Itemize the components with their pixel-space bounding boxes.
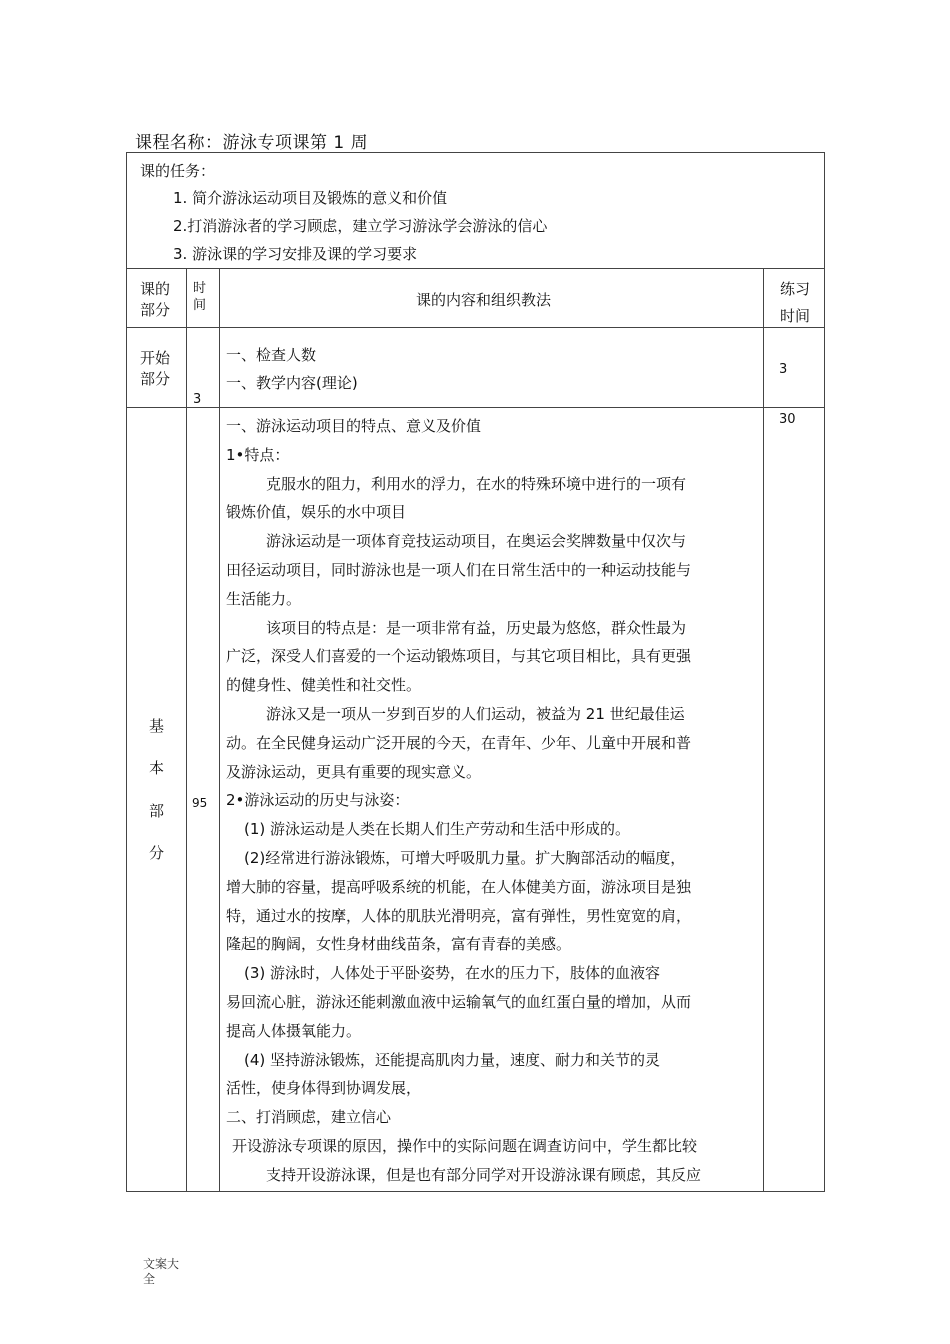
main-content-line: (3) 游泳时，人体处于平卧姿势，在水的压力下，肢体的血液容 — [244, 964, 661, 983]
main-content-line: 支持开设游泳课，但是也有部分同学对开设游泳课有顾虑，其反应 — [266, 1165, 702, 1184]
main-practice-time: 30 — [779, 412, 796, 427]
main-content-line: 游泳又是一项从一岁到百岁的人们运动，被益为 21 世纪最佳运 — [266, 704, 685, 723]
main-content-line: 锻炼价值，娱乐的水中项目 — [226, 503, 407, 522]
start-label-line2: 部分 — [140, 370, 171, 388]
main-content-line: (1) 游泳运动是人类在长期人们生产劳动和生活中形成的。 — [244, 820, 631, 839]
start-time: 3 — [193, 392, 202, 407]
main-content-line: 1•特点： — [226, 445, 290, 464]
main-content-line: 活性，使身体得到协调发展， — [226, 1079, 422, 1098]
main-content-line: 隆起的胸阔，女性身材曲线苗条，富有青春的美感。 — [226, 935, 572, 954]
col-divider-time — [219, 268, 220, 1192]
task-item: 2.打消游泳者的学习顾虑，建立学习游泳学会游泳的信心 — [173, 217, 548, 235]
header-content: 课的内容和组织教法 — [416, 291, 552, 309]
main-content-line: 游泳运动是一项体育竞技运动项目，在奥运会奖牌数量中仅次与 — [266, 532, 687, 551]
header-part-line2: 部分 — [140, 301, 171, 319]
start-practice-time: 3 — [779, 362, 788, 377]
main-content-line: 特，通过水的按摩，人体的肌肤光滑明亮，富有弹性，男性宽宽的肩， — [226, 906, 692, 925]
main-content-line: 广泛，深受人们喜爱的一个运动锻炼项目，与其它项目相比，具有更强 — [226, 647, 692, 666]
task-item: 3. 游泳课的学习安排及课的学习要求 — [173, 245, 418, 263]
main-content-line: 提高人体摄氧能力。 — [226, 1021, 362, 1040]
main-content-line: 克服水的阻力，利用水的浮力，在水的特殊环境中进行的一项有 — [266, 474, 687, 493]
main-content-line: 易回流心脏，游泳还能刺激血液中运输氧气的血红蛋白量的增加，从而 — [226, 992, 692, 1011]
main-content-line: 增大肺的容量，提高呼吸系统的机能，在人体健美方面，游泳项目是独 — [226, 877, 692, 896]
start-label-line1: 开始 — [140, 349, 171, 367]
row-divider-header — [126, 268, 825, 269]
task-item: 1. 简介游泳运动项目及锻炼的意义和价值 — [173, 189, 448, 207]
main-content-line: 该项目的特点是：是一项非常有益，历史最为悠悠，群众性最为 — [266, 618, 687, 637]
start-item: 一、检查人数 — [226, 346, 317, 364]
header-time-line1: 时 — [193, 281, 207, 296]
col-divider-content — [763, 268, 764, 1192]
main-label-char: 分 — [149, 844, 165, 862]
main-content-body — [226, 412, 760, 1190]
main-label-char: 基 — [149, 717, 165, 735]
main-label-char: 部 — [149, 802, 165, 820]
main-content-line: 开设游泳专项课的原因，操作中的实际问题在调查访问中，学生都比较 — [232, 1136, 698, 1155]
col-divider-part — [186, 268, 187, 1192]
main-content-line: 一、游泳运动项目的特点、意义及价值 — [226, 417, 482, 435]
footer-line: 全 — [143, 1272, 156, 1286]
main-content-line: 二、打消顾虑，建立信心 — [226, 1108, 392, 1127]
row-divider-main — [126, 407, 825, 408]
main-label-char: 本 — [149, 759, 165, 777]
footer-line: 文案大 — [143, 1257, 180, 1271]
header-part-line1: 课的 — [140, 280, 171, 298]
main-content-line: 生活能力。 — [226, 589, 302, 608]
header-practice-line2: 时间 — [780, 307, 811, 325]
main-content-line: 的健身性、健美性和社交性。 — [226, 676, 422, 695]
header-time-line2: 间 — [193, 298, 207, 313]
main-content-line: (4) 坚持游泳锻炼，还能提高肌肉力量，速度、耐力和关节的灵 — [244, 1050, 661, 1069]
main-content-line: 动。在全民健身运动广泛开展的今天，在青年、少年、儿童中开展和普 — [226, 733, 692, 752]
main-content-line: 田径运动项目，同时游泳也是一项人们在日常生活中的一种运动技能与 — [226, 560, 692, 579]
course-title: 课程名称：游泳专项课第 1 周 — [135, 133, 369, 153]
main-content-line: 及游泳运动，更具有重要的现实意义。 — [226, 762, 482, 781]
tasks-heading: 课的任务： — [140, 162, 216, 180]
row-divider-start — [126, 327, 825, 328]
main-content-line: (2)经常进行游泳锻炼，可增大呼吸肌力量。扩大胸部活动的幅度， — [244, 848, 686, 867]
main-content-line: 2•游泳运动的历史与泳姿： — [226, 791, 410, 810]
footer-watermark — [143, 1257, 179, 1287]
header-practice-line1: 练习 — [780, 280, 811, 298]
start-item: 一、教学内容(理论) — [226, 374, 358, 392]
main-time: 95 — [192, 796, 208, 810]
